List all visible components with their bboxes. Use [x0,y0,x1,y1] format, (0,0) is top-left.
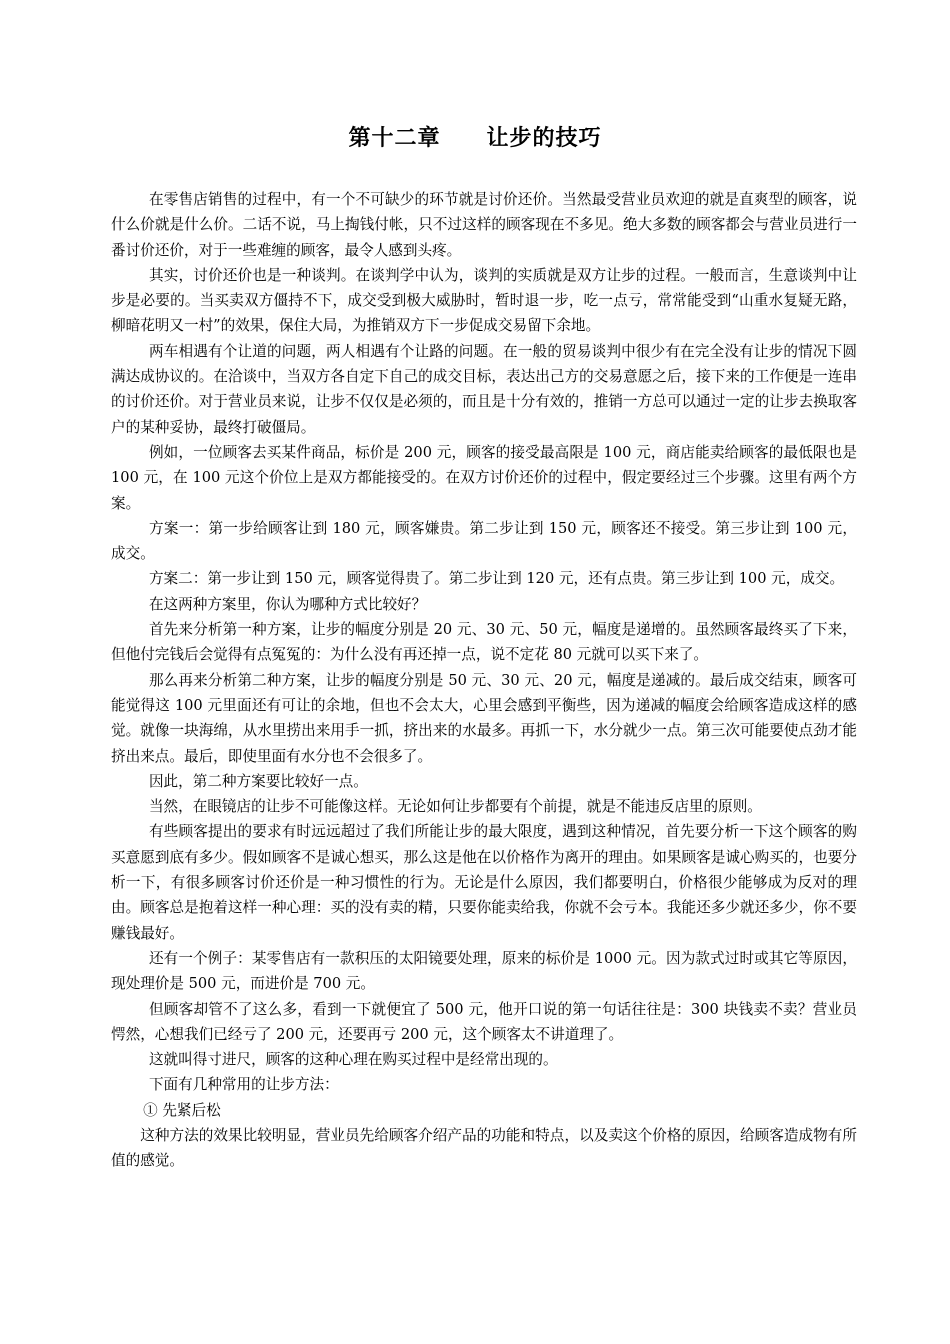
list-item-description: 这种方法的效果比较明显，营业员先给顾客介绍产品的功能和特点，以及卖这个价格的原因，给顾客造成物有所值的感觉。 [111,1126,857,1170]
paragraph: 方案二：第一步让到 150 元，顾客觉得贵了。第二步让到 120 元，还有点贵。第三步让到 100 元，成交。 [148,570,845,588]
paragraph: 有些顾客提出的要求有时远远超过了我们所能让步的最大限度，遇到这种情况，首先要分析一下这个顾客的购买意愿到底有多少。假如顾客不是诚心想买，那么这是他在以价格作为离开的理由。如果顾客是诚心购买的，也要分析一下，有很多顾客讨价还价是一种习惯性的行为。无论是什么原因，我们都要明白，价格很少能够成为反对的理由。顾客总是抱着这样一种心理：买的没有卖的精，只要你能卖给我，你就不会亏本。我能还多少就还多少，你不要赚钱最好。 [111,823,857,942]
chapter-body [111,187,857,1174]
paragraph: 这就叫得寸进尺，顾客的这种心理在购买过程中是经常出现的。 [148,1051,558,1069]
list-item-heading: ① 先紧后松 [143,1101,221,1119]
paragraph: 其实，讨价还价也是一种谈判。在谈判学中认为，谈判的实质就是双方让步的过程。一般而言，生意谈判中让步是必要的。当买卖双方僵持不下，成交受到极大威胁时，暂时退一步，吃一点亏，常常能受到“山重水复疑无路，柳暗花明又一村”的效果，保住大局，为推销双方下一步促成交易留下余地。 [111,266,857,335]
paragraph: 但顾客却管不了这么多，看到一下就便宜了 500 元，他开口说的第一句话往往是：300 块钱卖不卖？营业员愕然，心想我们已经亏了 200 元，还要再亏 200 元，这个顾客太不讲道理了。 [111,1000,857,1043]
paragraph: 因此，第二种方案要比较好一点。 [148,772,368,790]
paragraph: 首先来分析第一种方案，让步的幅度分别是 20 元、30 元、50 元，幅度是递增的。虽然顾客最终买了下来，但他付完钱后会觉得有点冤冤的：为什么没有再还掉一点，说不定花 80 元就可以买下来了。 [111,621,857,664]
paragraph: 还有一个例子：某零售店有一款积压的太阳镜要处理，原来的标价是 1000 元。因为款式过时或其它等原因，现处理价是 500 元，而进价是 700 元。 [111,949,857,993]
paragraph: 例如，一位顾客去买某件商品，标价是 200 元，顾客的接受最高限是 100 元，商店能卖给顾客的最低限也是 100 元，在 100 元这个价位上是双方都能接受的。在双方讨价还价的过程中，假定要经过三个步骤。这里有两个方案。 [111,443,857,512]
paragraph: 在这两种方案里，你认为哪种方式比较好？ [148,595,427,613]
paragraph: 方案一：第一步给顾客让到 180 元，顾客嫌贵。第二步让到 150 元，顾客还不接受。第三步让到 100 元，成交。 [111,519,857,563]
paragraph: 当然，在眼镜店的让步不可能像这样。无论如何让步都要有个前提，就是不能违反店里的原则。 [148,798,762,816]
paragraph: 两车相遇有个让道的问题，两人相遇有个让路的问题。在一般的贸易谈判中很少有在完全没有让步的情况下圆满达成协议的。在洽谈中，当双方各自定下自己的成交目标，表达出己方的交易意愿之后，接下来的工作便是一连串的讨价还价。对于营业员来说，让步不仅仅是必须的，而且是十分有效的，推销一方总可以通过一定的让步去换取客户的某种妥协，最终打破僵局。 [111,342,857,436]
chapter-title: 第十二章 让步的技巧 [348,125,602,151]
paragraph: 在零售店销售的过程中，有一个不可缺少的环节就是讨价还价。当然最受营业员欢迎的就是直爽型的顾客，说什么价就是什么价。二话不说，马上掏钱付帐，只不过这样的顾客现在不多见。绝大多数的顾客都会与营业员进行一番讨价还价，对于一些难缠的顾客，最令人感到头疼。 [111,191,857,259]
paragraph: 那么再来分析第二种方案，让步的幅度分别是 50 元、30 元、20 元，幅度是递减的。最后成交结束，顾客可能觉得这 100 元里面还有可让的余地，但也不会太大，心里会感到平衡些，因为递减的幅度会给顾客造成这样的感觉。就像一块海绵，从水里捞出来用手一抓，挤出来的水最多。再抓一下，水分就少一点。第三次可能要使点劲才能挤出来点。最后，即使里面有水分也不会很多了。 [111,671,857,765]
paragraph: 下面有几种常用的让步方法： [148,1076,339,1094]
